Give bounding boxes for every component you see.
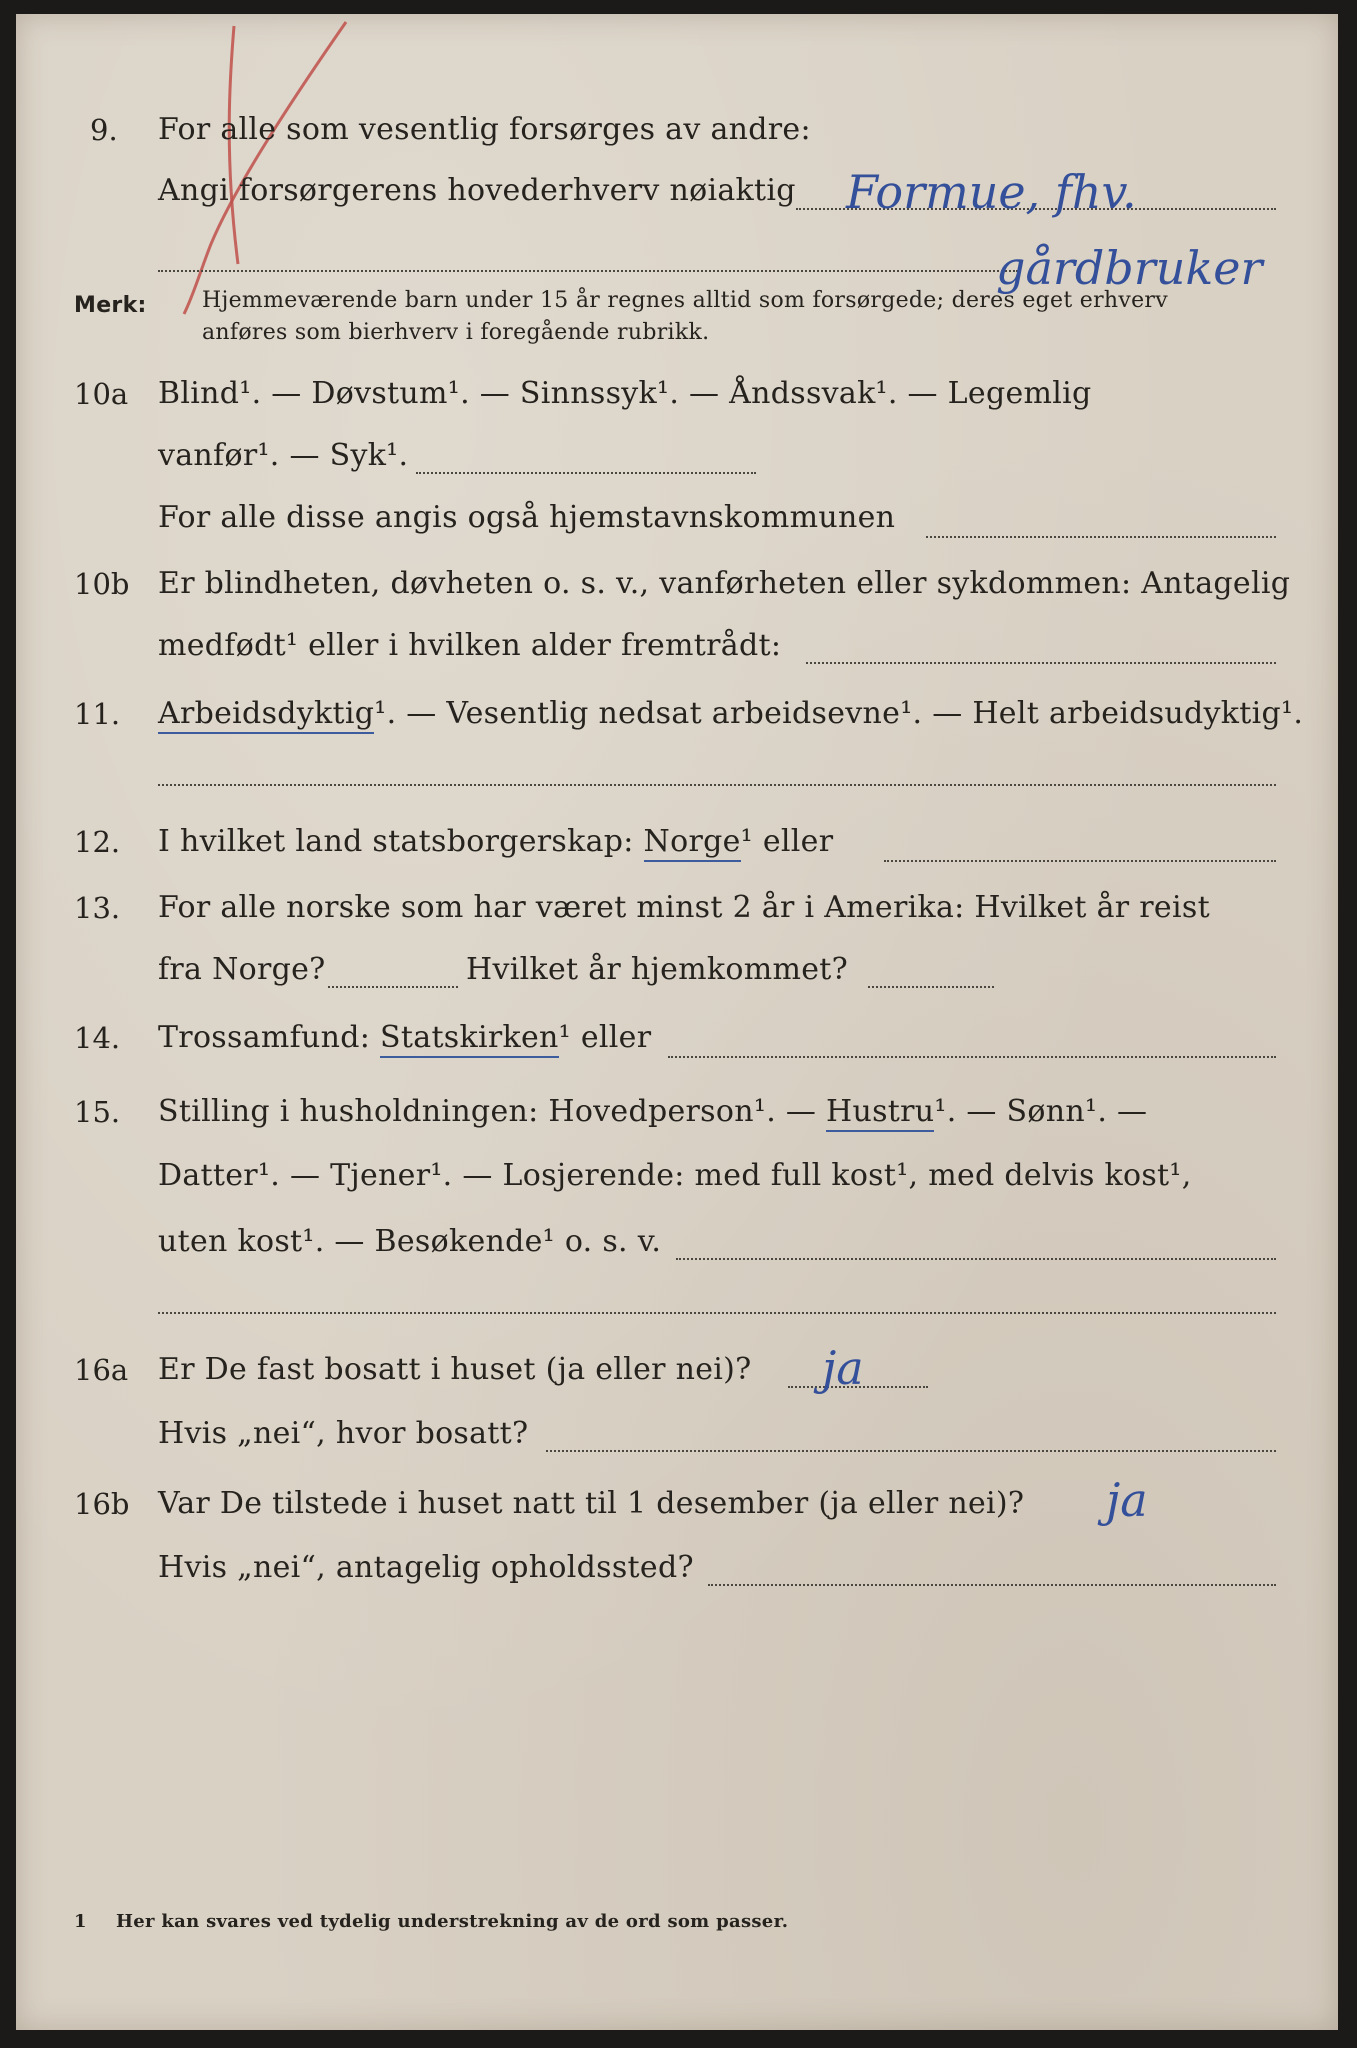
- q11-answer-line: [158, 784, 1276, 786]
- q12-text: I hvilket land statsborgerskap:: [158, 824, 634, 859]
- q13-line1: For alle norske som har været minst 2 år i Amerika: Hvilket år reist: [158, 890, 1210, 925]
- q15-line3: uten kost¹. — Besøkende¹ o. s. v.: [158, 1224, 662, 1259]
- q10a-answer-line-2: [926, 536, 1276, 538]
- q14-number: 14.: [74, 1021, 121, 1055]
- q15-line1b: ¹. — Sønn¹. —: [934, 1094, 1148, 1129]
- q10a-line2: vanfør¹. — Syk¹.: [158, 438, 409, 473]
- q16a-line1: Er De fast bosatt i huset (ja eller nei)?: [158, 1352, 752, 1387]
- q10b-number: 10b: [74, 567, 130, 601]
- q14-text: Trossamfund:: [158, 1020, 371, 1055]
- q9-line1: For alle som vesentlig forsørges av andre:: [158, 112, 811, 147]
- q15-answer-line: [676, 1258, 1276, 1260]
- q15-number: 15.: [74, 1095, 121, 1129]
- q16b-answer-handwritten: ja: [1106, 1473, 1148, 1527]
- q11-line: [158, 694, 1303, 734]
- q14-answer-line: [668, 1056, 1276, 1058]
- q16b-answer-line: [708, 1584, 1276, 1586]
- q12-answer-line: [884, 860, 1276, 862]
- q16b-line2: Hvis „nei“, antagelig opholdssted?: [158, 1550, 694, 1585]
- q16a-line2: Hvis „nei“, hvor bosatt?: [158, 1416, 529, 1451]
- q15-option-hustru-underlined: Hustru: [826, 1094, 934, 1132]
- q9-answer-handwritten-1: Formue, fhv.: [846, 165, 1137, 219]
- q15-line1: [158, 1092, 1147, 1132]
- q9-answer-handwritten-2: gårdbruker: [996, 241, 1263, 295]
- q10b-line1: Er blindheten, døvheten o. s. v., vanførheten eller sykdommen: Antagelig: [158, 566, 1291, 601]
- q13-line2b: Hvilket år hjemkommet?: [466, 952, 849, 987]
- q10b-answer-line: [806, 662, 1276, 664]
- footnote-text: Her kan svares ved tydelig understrekning av de ord som passer.: [116, 1911, 789, 1932]
- q16b-line1: Var De tilstede i huset natt til 1 desember (ja eller nei)?: [158, 1486, 1025, 1521]
- red-check-mark: [16, 14, 1338, 414]
- q13-answer-line-2: [868, 986, 994, 988]
- q10b-line2: medfødt¹ eller i hvilken alder fremtrådt:: [158, 628, 782, 663]
- q14-line: [158, 1018, 651, 1058]
- q12-option-norge-underlined: Norge: [644, 824, 741, 862]
- q16a-answer-handwritten: ja: [822, 1341, 864, 1395]
- footnote-mark: 1: [74, 1911, 87, 1932]
- merk-label: Merk:: [74, 293, 147, 318]
- q11-number: 11.: [74, 697, 121, 731]
- q15-line2: Datter¹. — Tjener¹. — Losjerende: med full kost¹, med delvis kost¹,: [158, 1158, 1192, 1193]
- q13-line2a: fra Norge?: [158, 952, 326, 987]
- merk-line1: Hjemmeværende barn under 15 år regnes alltid som forsørgede; deres eget erhverv: [202, 288, 1168, 313]
- q16a-number: 16a: [74, 1353, 129, 1387]
- q16a-answer-line-2: [546, 1450, 1276, 1452]
- census-form-page: [16, 14, 1338, 2030]
- q10a-answer-line: [416, 472, 756, 474]
- q9-line2: Angi forsørgerens hovederhverv nøiaktig: [158, 173, 796, 208]
- q9-number: 9.: [90, 113, 118, 147]
- q10a-line3: For alle disse angis også hjemstavnskommunen: [158, 500, 896, 535]
- q16b-number: 16b: [74, 1487, 130, 1521]
- q12-number: 12.: [74, 825, 121, 859]
- merk-line2: anføres som bierhverv i foregående rubrikk.: [202, 320, 710, 345]
- q13-number: 13.: [74, 891, 121, 925]
- q11-rest: ¹. — Vesentlig nedsat arbeidsevne¹. — Helt arbeidsudyktig¹.: [374, 696, 1304, 731]
- q15-line1a: Stilling i husholdningen: Hovedperson¹. —: [158, 1094, 817, 1129]
- q12-rest: ¹ eller: [740, 824, 834, 859]
- q14-rest: ¹ eller: [558, 1020, 652, 1055]
- q12-line: [158, 822, 833, 862]
- q10a-line1: Blind¹. — Døvstum¹. — Sinnssyk¹. — Åndssvak¹. — Legemlig: [158, 376, 1092, 411]
- q11-option-arbeidsdyktig-underlined: Arbeidsdyktig: [158, 696, 374, 734]
- q14-option-statskirken-underlined: Statskirken: [380, 1020, 559, 1058]
- q9-answer-line-2: [158, 270, 1018, 272]
- q15-answer-line-2: [158, 1312, 1276, 1314]
- q13-answer-line-1: [328, 986, 458, 988]
- q10a-number: 10a: [74, 377, 129, 411]
